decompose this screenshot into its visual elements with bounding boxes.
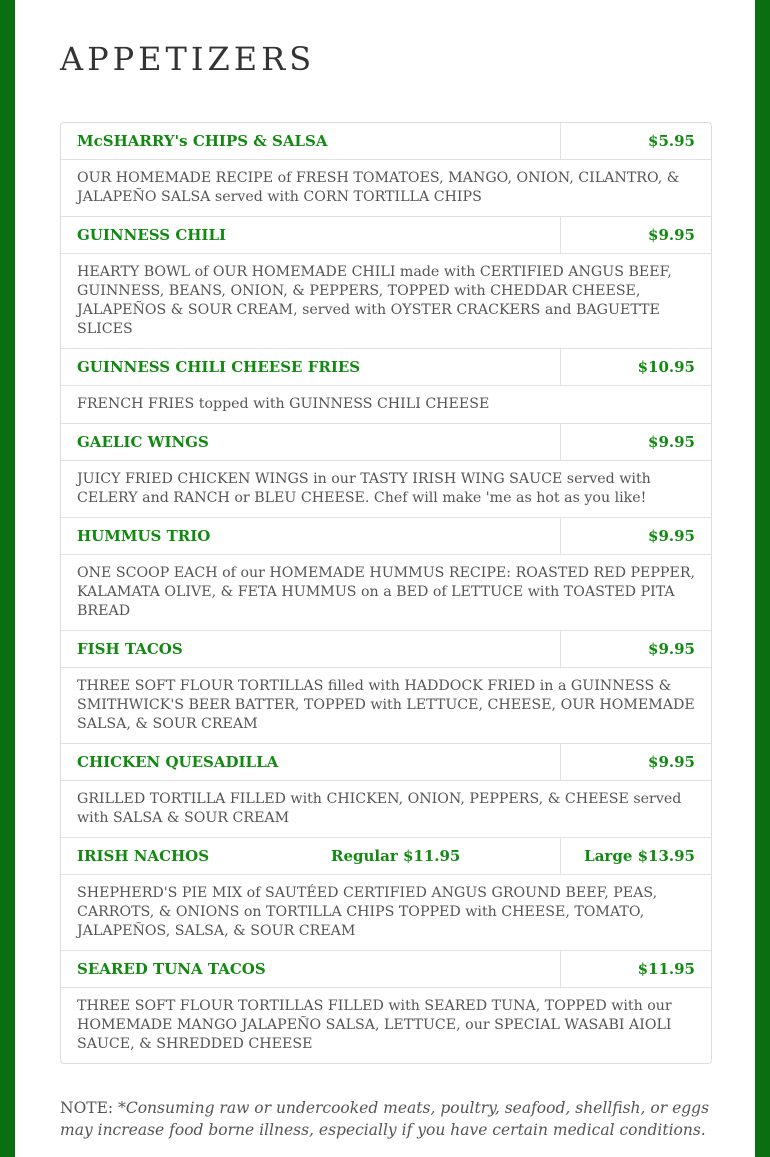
item-description: ONE SCOOP EACH of our HOMEMADE HUMMUS RECIPE: ROASTED RED PEPPER, KALAMATA OLIVE, & FETA HUMMUS on a BED of LETTUCE with TOASTED PITA BREAD — [61, 555, 711, 631]
table-row — [61, 349, 711, 386]
item-description: JUICY FRIED CHICKEN WINGS in our TASTY IRISH WING SAUCE served with CELERY and RANCH or BLEU CHEESE. Chef will make 'me as hot as you like! — [61, 461, 711, 518]
table-row — [61, 518, 711, 555]
item-description: THREE SOFT FLOUR TORTILLAS FILLED with SEARED TUNA, TOPPED with our HOMEMADE MANGO JALAPEÑO SALSA, LETTUCE, our SPECIAL WASABI AIOLI SAUCE, & SHREDDED CHEESE — [77, 998, 672, 1052]
item-name: HUMMUS TRIO — [61, 518, 561, 554]
item-price: $11.95 — [637, 960, 695, 978]
menu-page — [15, 0, 755, 1157]
table-row — [61, 217, 711, 254]
item-large-price: Large $13.95 — [584, 847, 695, 865]
table-row — [61, 424, 711, 461]
item-name: GUINNESS CHILI — [61, 217, 561, 253]
item-name: SEARED TUNA TACOS — [61, 951, 561, 987]
item-name: FISH TACOS — [61, 631, 561, 667]
item-name: GAELIC WINGS — [61, 424, 561, 460]
item-description: THREE SOFT FLOUR TORTILLAS filled with HADDOCK FRIED in a GUINNESS & SMITHWICK'S BEER BATTER, TOPPED with LETTUCE, CHEESE, OUR HOMEMADE SALSA, & SOUR CREAM — [61, 668, 711, 744]
table-row — [61, 631, 711, 668]
item-description: GRILLED TORTILLA FILLED with CHICKEN, ONION, PEPPERS, & CHEESE served with SALSA & SOUR CREAM — [61, 781, 711, 838]
item-regular-price: Regular $11.95 — [331, 847, 461, 865]
item-description: FRENCH FRIES topped with GUINNESS CHILI CHEESE — [61, 386, 711, 424]
item-name: CHICKEN QUESADILLA — [61, 744, 561, 780]
item-price: $9.95 — [648, 433, 695, 451]
item-price: $9.95 — [648, 640, 695, 658]
item-price: $10.95 — [637, 358, 695, 376]
note-label: NOTE: * — [60, 1099, 126, 1117]
item-price: $5.95 — [648, 132, 695, 150]
note-text: Consuming raw or undercooked meats, poultry, seafood, shellfish, or eggs may increase food borne illness, especially if you have certain medical conditions. — [60, 1099, 710, 1139]
table-row — [61, 951, 711, 988]
item-price: $9.95 — [648, 753, 695, 771]
table-row — [61, 838, 711, 875]
item-name-cell — [61, 838, 561, 874]
item-description: OUR HOMEMADE RECIPE of FRESH TOMATOES, MANGO, ONION, CILANTRO, & JALAPEÑO SALSA served with CORN TORTILLA CHIPS — [61, 160, 711, 217]
item-price: $9.95 — [648, 527, 695, 545]
item-price: $9.95 — [648, 226, 695, 244]
item-name: McSHARRY's CHIPS & SALSA — [61, 123, 561, 159]
section-title: APPETIZERS — [60, 40, 316, 78]
item-name: IRISH NACHOS — [77, 847, 210, 865]
item-description: SHEPHERD'S PIE MIX of SAUTÉED CERTIFIED ANGUS GROUND BEEF, PEAS, CARROTS, & ONIONS on TORTILLA CHIPS TOPPED with CHEESE, TOMATO, JALAPEÑOS, SALSA, & SOUR CREAM — [61, 875, 711, 951]
item-name: GUINNESS CHILI CHEESE FRIES — [61, 349, 561, 385]
food-safety-note — [60, 1097, 710, 1141]
table-row — [61, 123, 711, 160]
appetizers-table — [60, 122, 712, 1064]
table-row — [61, 744, 711, 781]
item-description: HEARTY BOWL of OUR HOMEMADE CHILI made with CERTIFIED ANGUS BEEF, GUINNESS, BEANS, ONION, & PEPPERS, TOPPED with CHEDDAR CHEESE, JALAPEÑOS & SOUR CREAM, served with OYSTER CRACKERS and BAGUETTE SLICES — [61, 254, 711, 349]
